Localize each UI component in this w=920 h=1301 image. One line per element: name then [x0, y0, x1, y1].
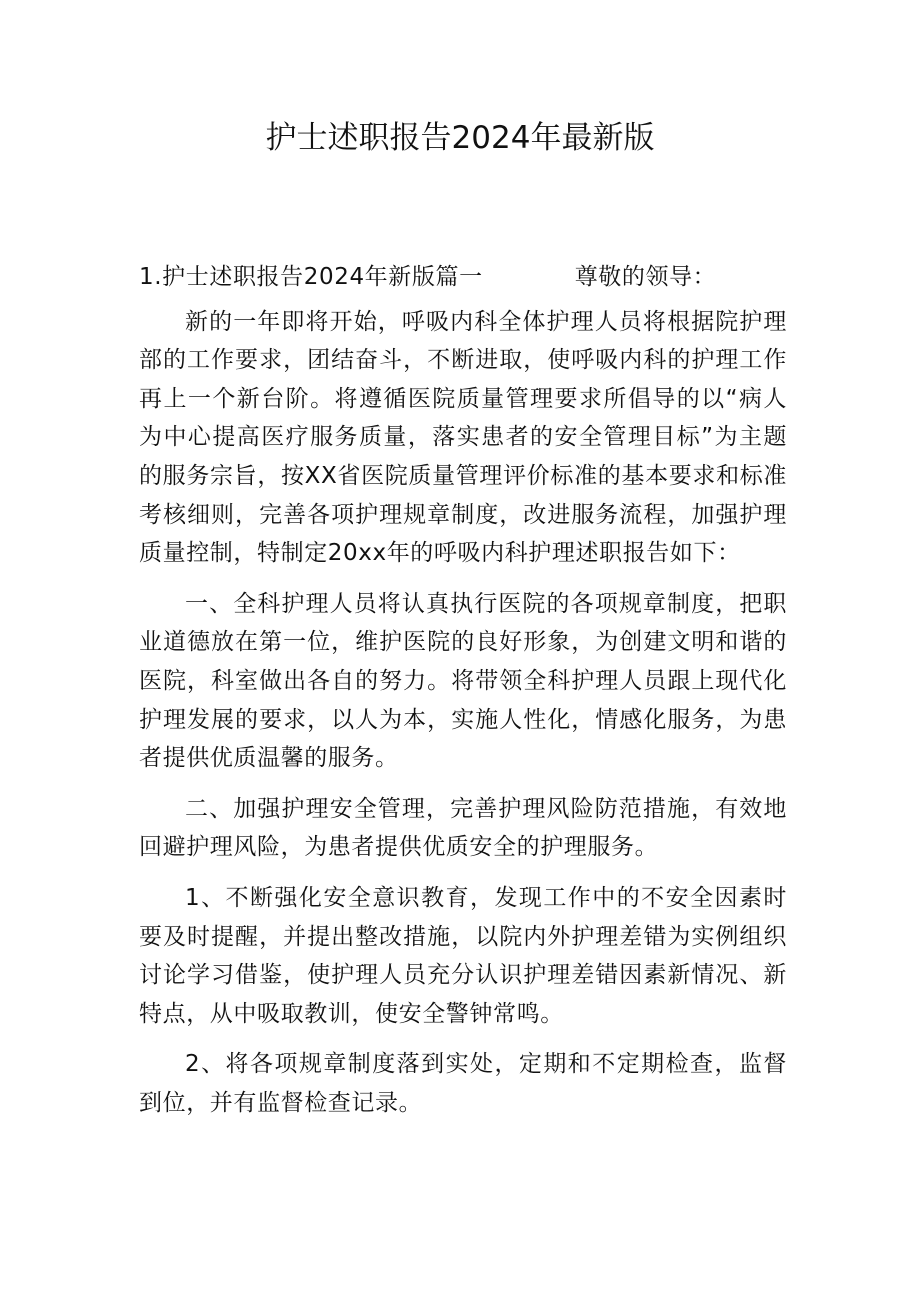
document-title: 护士述职报告2024年最新版 [265, 120, 655, 156]
paragraph-subpoint-1: 1、不断强化安全意识教育，发现工作中的不安全因素时要及时提醒，并提出整改措施，以院内外护理差错为实例组织讨论学习借鉴，使护理人员充分认识护理差错因素新情况、新特点，从中吸取教训，使安全警钟常鸣。 [139, 884, 787, 1027]
paragraph-point-one: 一、全科护理人员将认真执行医院的各项规章制度，把职业道德放在第一位，维护医院的良好形象，为创建文明和谐的医院，科室做出各自的努力。将带领全科护理人员跟上现代化护理发展的要求，以人为本，实施人性化，情感化服务，为患者提供优质温馨的服务。 [139, 590, 787, 772]
section-heading: 1.护士述职报告2024年新版篇一 [139, 264, 483, 290]
greeting: 尊敬的领导： [574, 264, 717, 290]
paragraph-intro: 新的一年即将开始，呼吸内科全体护理人员将根据院护理部的工作要求，团结奋斗，不断进取，使呼吸内科的护理工作再上一个新台阶。将遵循医院质量管理要求所倡导的以“病人为中心提高医疗服务质量，落实患者的安全管理目标”为主题的服务宗旨，按XX省医院质量管理评价标准的基本要求和标准考核细则，完善各项护理规章制度，改进服务流程，加强护理质量控制，特制定20xx年的呼吸内科护理述职报告如下： [139, 308, 787, 567]
document-body [139, 258, 787, 1134]
paragraph-point-two: 二、加强护理安全管理，完善护理风险防范措施，有效地回避护理风险，为患者提供优质安全的护理服务。 [139, 795, 787, 861]
paragraph-subpoint-2: 2、将各项规章制度落到实处，定期和不定期检查，监督到位，并有监督检查记录。 [139, 1051, 787, 1116]
section-heading-line [139, 258, 787, 297]
